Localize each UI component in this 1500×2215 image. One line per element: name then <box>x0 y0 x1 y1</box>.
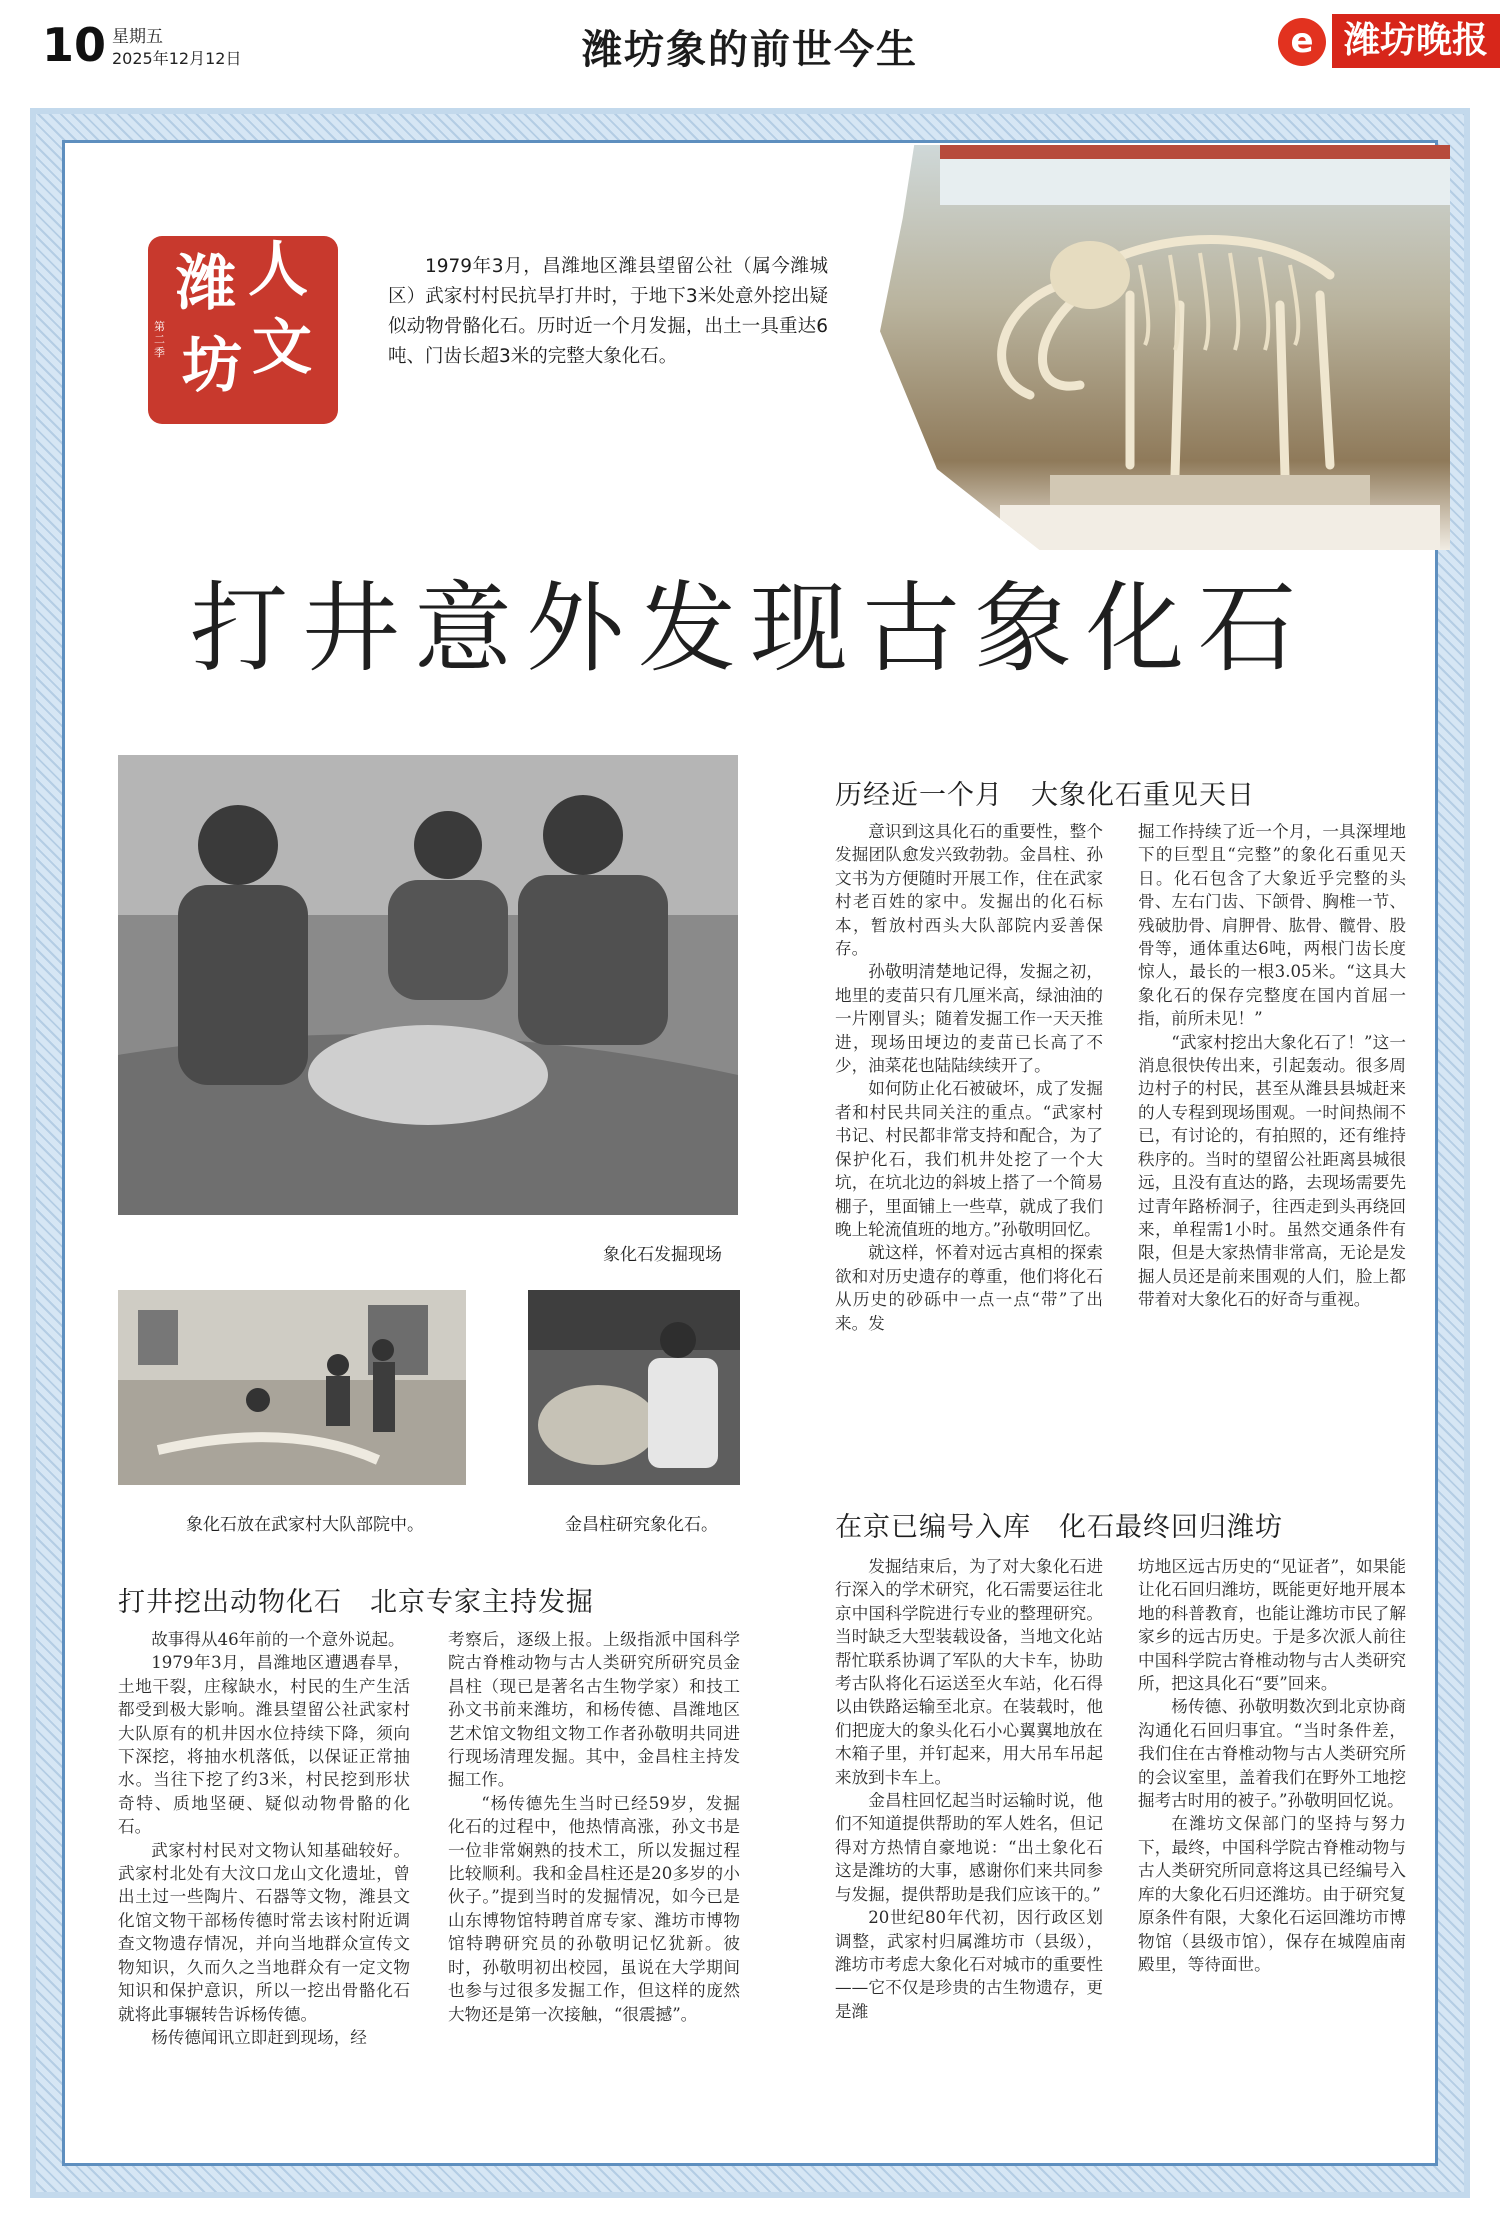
seal-season-mark: 第二季 <box>154 320 165 359</box>
paragraph: 在潍坊文保部门的坚持与努力下，最终，中国科学院古脊椎动物与古人类研究所同意将这具已经编号入库的大象化石归还潍坊。由于研究复原条件有限，大象化石运回潍坊市博物馆（县级市馆），保存在城隍庙南殿里，等待面世。 <box>1138 1814 1406 1974</box>
excavation-illustration <box>118 755 738 1215</box>
section1-column-2 <box>448 1628 740 2026</box>
fossil-in-courtyard-photo <box>118 1290 466 1485</box>
paragraph: 武家村村民对文物认知基础较好。武家村北处有大汶口龙山文化遗址，曾出土过一些陶片、石器等文物，潍县文化馆文物干部杨传德时常去该村附近调查文物遗存情况，并向当地群众宣传文物知识，久而久之当地群众有一定文物知识和保护意识，所以一挖出骨骼化石就将此事辗转告诉杨传德。 <box>118 1840 410 2024</box>
paragraph: 就这样，怀着对远古真相的探索欲和对历史遗存的尊重，他们将化石从历史的砂砾中一点一点“带”了出来。发 <box>835 1243 1103 1333</box>
section-title: 潍坊象的前世今生 <box>582 27 918 73</box>
section2-title: 历经近一个月 大象化石重见天日 <box>835 780 1255 811</box>
section3-title: 在京已编号入库 化石最终回归潍坊 <box>835 1512 1283 1543</box>
mammoth-skeleton-photo <box>880 145 1450 550</box>
paragraph: 杨传德闻讯立即赶到现场，经 <box>151 2027 367 2047</box>
section1-title: 打井挖出动物化石 北京专家主持发掘 <box>118 1587 594 1618</box>
publish-date: 2025年12月12日 <box>112 49 242 68</box>
researcher-illustration <box>528 1290 740 1485</box>
paragraph: 意识到这具化石的重要性，整个发掘团队愈发兴致勃勃。金昌柱、孙文书为方便随时开展工作，住在武家村老百姓的家中。发掘出的化石标本，暂放村西头大队部院内妥善保存。 <box>835 822 1103 959</box>
courtyard-photo-caption: 象化石放在武家村大队部院中。 <box>186 1515 424 1535</box>
section3-column-1 <box>835 1555 1103 2023</box>
paragraph: 如何防止化石被破坏，成了发掘者和村民共同关注的重点。“武家村书记、村民都非常支持和配合，为了保护化石，我们机井处挖了一个大坑，在坑北边的斜坡上搭了一个简易棚子，里面铺上一些草，就成了我们晚上轮流值班的地方。”孙敬明回忆。 <box>835 1079 1103 1239</box>
skeleton-illustration <box>880 145 1450 550</box>
page-number: 10 <box>42 18 107 72</box>
headline: 打井意外发现古象化石 <box>189 572 1310 686</box>
paragraph: 20世纪80年代初，因行政区划调整，武家村归属潍坊市（县级），潍坊市考虑大象化石对城市的重要性——它不仅是珍贵的古生物遗存，更是潍 <box>835 1908 1103 2021</box>
paragraph: 掘工作持续了近一个月，一具深埋地下的巨型且“完整”的象化石重见天日。化石包含了大象近乎完整的头骨、左右门齿、下颌骨、胸椎一节、残破肋骨、肩胛骨、肱骨、髋骨、股骨等，通体重达6吨，两根门齿长度惊人，最长的一根3.05米。“这具大象化石的保存完整度在国内首屈一指，前所未见！” <box>1138 822 1406 1029</box>
researcher-photo-caption: 金昌柱研究象化石。 <box>565 1515 718 1535</box>
section2-column-2 <box>1138 820 1406 1312</box>
seal-char-1: 潍 <box>176 249 236 319</box>
section1-column-1 <box>118 1628 410 2049</box>
paragraph: 孙敬明清楚地记得，发掘之初，地里的麦苗只有几厘米高，绿油油的一片刚冒头；随着发掘工作一天天推进，现场田埂边的麦苗已长高了不少，油菜花也陆陆续续开了。 <box>835 962 1103 1076</box>
paragraph: “杨传德先生当时已经59岁，发掘化石的过程中，他热情高涨，孙文书是一位非常娴熟的技术工，所以发掘过程比较顺利。我和金昌柱还是20多岁的小伙子。”提到当时的发掘情况，如今已是山东博物馆特聘首席专家、潍坊市博物馆特聘研究员的孙敬明记忆犹新。彼时，孙敬明初出校园，虽说在大学期间也参与过很多发掘工作，但这样的庞然大物还是第一次接触，“很震撼”。 <box>448 1793 740 2024</box>
column-seal <box>148 236 338 424</box>
paragraph: 杨传德、孙敬明数次到北京协商沟通化石回归事宜。“当时条件差，我们住在古脊椎动物与古人类研究所的会议室里，盖着我们在野外工地挖掘考古时用的被子。”孙敬明回忆说。 <box>1138 1697 1406 1811</box>
paragraph: 故事得从46年前的一个意外说起。 <box>151 1630 405 1649</box>
seal-char-4: 文 <box>252 313 312 383</box>
main-photo-caption: 象化石发掘现场 <box>603 1245 722 1265</box>
paragraph: “武家村挖出大象化石了！”这一消息很快传出来，引起轰动。很多周边村子的村民，甚至从潍县县城赶来的人专程到现场围观。一时间热闹不已，有讨论的，有拍照的，还有维持秩序的。当时的望留公社距离县城很远，且没有直达的路，去现场需要先过青年路桥洞子，往西走到头再绕回来，单程需1小时。虽然交通条件有限，但是大家热情非常高，无论是发掘人员还是前来围观的人们，脸上都带着对大象化石的好奇与重视。 <box>1138 1032 1406 1310</box>
courtyard-illustration <box>118 1290 466 1485</box>
weekday: 星期五 <box>112 27 163 47</box>
paragraph: 发掘结束后，为了对大象化石进行深入的学术研究，化石需要运往北京中国科学院进行专业的整理研究。当时缺乏大型装载设备，当地文化站帮忙联系协调了军队的大卡车，协助考古队将化石运送至火车站，化石得以由铁路运输至北京。在装载时，他们把庞大的象头化石小心翼翼地放在木箱子里，并钉起来，用大吊车吊起来放到卡车上。 <box>835 1557 1103 1787</box>
section3-column-2 <box>1138 1555 1406 1976</box>
newspaper-logo: 潍坊晚报 <box>1332 14 1500 68</box>
seal-char-3: 坊 <box>182 331 242 401</box>
newspaper-logo-icon: e <box>1278 18 1326 66</box>
seal-char-2: 人 <box>248 235 308 305</box>
section2-column-1 <box>835 820 1103 1335</box>
paragraph: 1979年3月，昌潍地区遭遇春旱，土地干裂，庄稼缺水，村民的生产生活都受到极大影响。潍县望留公社武家村大队原有的机井因水位持续下降，须向下深挖，将抽水机落低，以保证正常抽水。当往下挖了约3米，村民挖到形状奇特、质地坚硬、疑似动物骨骼的化石。 <box>118 1653 410 1837</box>
intro-text: 1979年3月，昌潍地区潍县望留公社（属今潍城区）武家村村民抗旱打井时，于地下3米处意外挖出疑似动物骨骼化石。历时近一个月发掘，出土一具重达6吨、门齿长超3米的完整大象化石。 <box>388 256 828 367</box>
paragraph: 坊地区远古历史的“见证者”，如果能让化石回归潍坊，既能更好地开展本地的科普教育，也能让潍坊市民了解家乡的远古历史。于是多次派人前往中国科学院古脊椎动物与古人类研究所，把这具化石“要”回来。 <box>1138 1557 1406 1694</box>
researcher-photo <box>528 1290 740 1485</box>
excavation-site-photo <box>118 755 738 1215</box>
paragraph: 金昌柱回忆起当时运输时说，他们不知道提供帮助的军人姓名，但记得对方热情自豪地说：“出土象化石这是潍坊的大事，感谢你们来共同参与发掘，提供帮助是我们应该干的。” <box>835 1791 1103 1904</box>
paragraph: 考察后，逐级上报。上级指派中国科学院古脊椎动物与古人类研究所研究员金昌柱（现已是著名古生物学家）和技工孙文书前来潍坊，和杨传德、昌潍地区艺术馆文物组文物工作者孙敬明共同进行现场清理发掘。其中，金昌柱主持发掘工作。 <box>448 1630 740 1790</box>
